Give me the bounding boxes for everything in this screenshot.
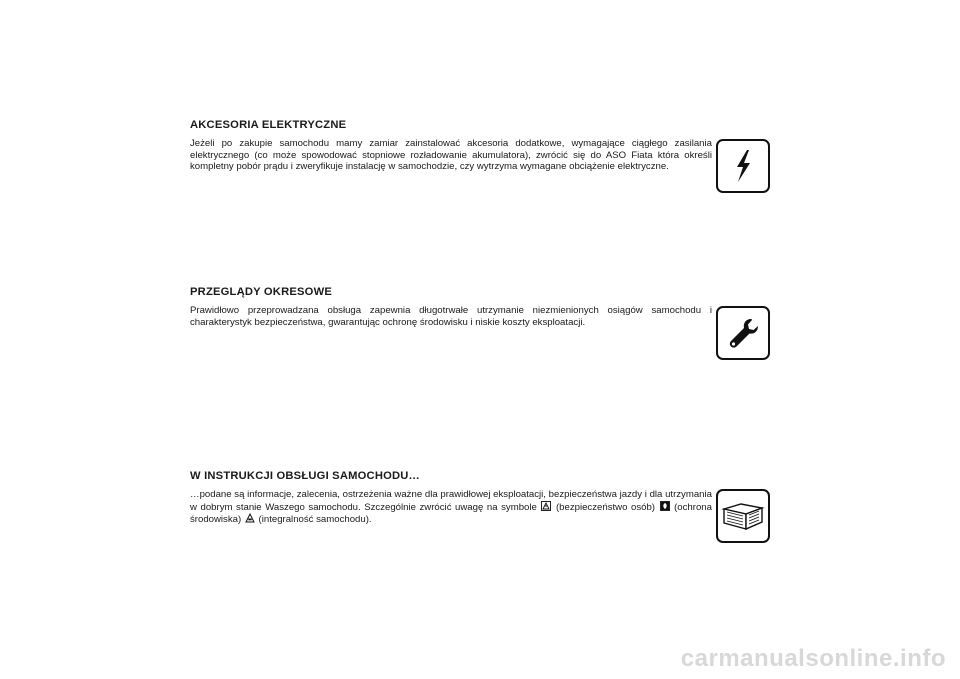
person-safety-icon xyxy=(541,501,551,511)
section-owner-manual xyxy=(190,470,712,526)
section-electrical-accessories xyxy=(190,119,712,173)
environment-icon xyxy=(660,501,670,511)
open-book-icon xyxy=(716,489,770,543)
section-text: …podane są informacje, zalecenia, ostrzeżenia ważne dla prawidłowej eksploatacji, bezpieczeństwa jazdy i dla utrzymania w dobrym stanie Waszego samochodu. Szczególnie zwrócić uwagę na symbole (bezpieczeństwo osób) (ochrona środowiska) (integralność samochodu). xyxy=(190,489,712,526)
lightning-icon xyxy=(716,139,770,193)
section-title: AKCESORIA ELEKTRYCZNE xyxy=(190,119,347,131)
section-text: Prawidłowo przeprowadzana obsługa zapewnia długotrwałe utrzymanie niezmienionych osiągów samochodu i charakterystyk bezpieczeństwa, gwarantując ochronę środowisku i niskie koszty eksploatacji. xyxy=(190,305,712,328)
wrench-icon xyxy=(716,306,770,360)
section-text: Jeżeli po zakupie samochodu mamy zamiar zainstalować akcesoria dodatkowe, wymagające ciągłego zasilania elektrycznego (co może spowodować stopniowe rozładowanie akumulatora), zwrócić się do ASO Fiata która określi kompletny pobór prądu i zweryfikuje instalację w samochodzie, czy wytrzyma wymagane obciążenie elektryczne. xyxy=(190,138,712,173)
section-title: PRZEGLĄDY OKRESOWE xyxy=(190,286,333,298)
watermark: carmanualsonline.info xyxy=(680,645,946,672)
car-integrity-icon xyxy=(245,513,255,523)
section-periodic-service xyxy=(190,286,712,328)
section-title: W INSTRUKCJI OBSŁUGI SAMOCHODU… xyxy=(190,470,420,482)
